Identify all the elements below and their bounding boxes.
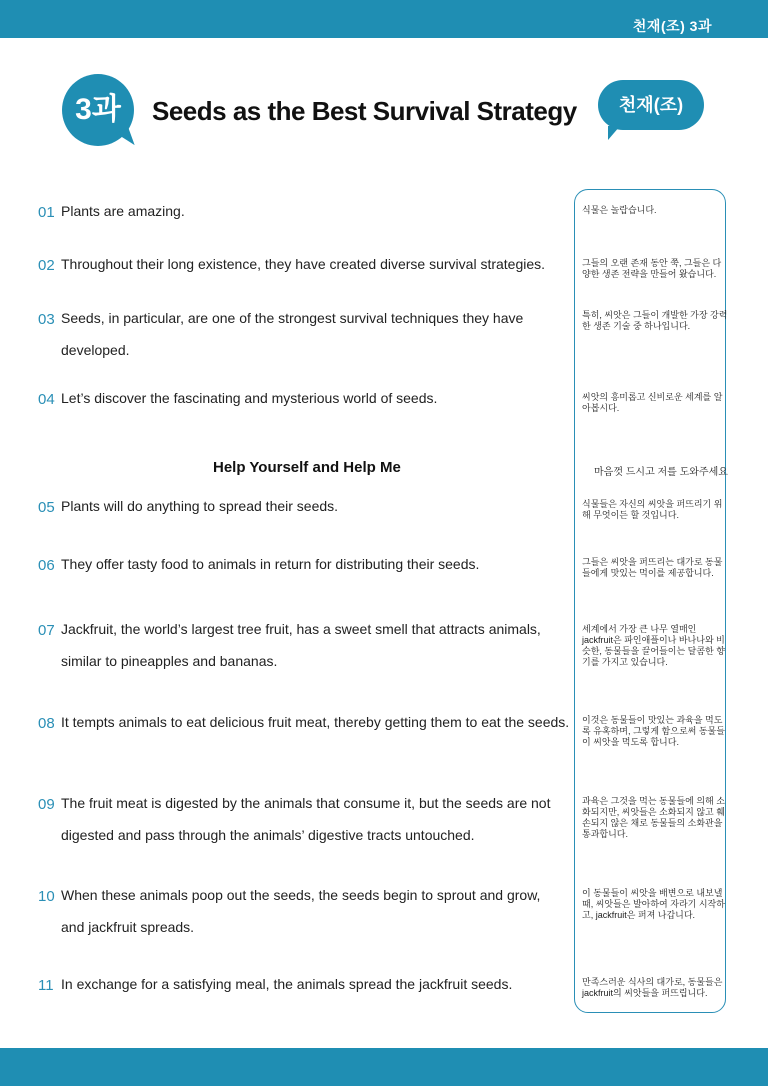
translation-04: 씨앗의 흥미롭고 신비로운 세계를 알아봅시다. <box>582 392 723 413</box>
section-heading-translation: 마음껏 드시고 저를 도와주세요 <box>594 467 728 478</box>
sentence-number: 03 <box>38 311 55 328</box>
translation-03: 특히, 씨앗은 그들이 개발한 가장 강력한 생존 기술 중 하나입니다. <box>582 310 728 331</box>
lesson-badge <box>62 74 134 146</box>
bottom-bar <box>0 1048 768 1086</box>
translation-07: 세계에서 가장 큰 나무 열매인 jackfruit은 파인애플이나 바나나와 비슷한, 동물들을 끌어들이는 달콤한 향기를 가지고 있습니다. <box>582 624 725 667</box>
sentence-number: 02 <box>38 257 55 274</box>
sentence-text: The fruit meat is digested by the animals that consume it, but the seeds are not <box>61 795 551 811</box>
translation-10: 이 동물들이 씨앗을 배변으로 내보낼 때, 씨앗들은 발아하여 자라기 시작하고, jackfruit은 퍼져 나갑니다. <box>582 888 725 920</box>
translation-05: 식물들은 자신의 씨앗을 퍼뜨리기 위해 무엇이든 할 것입니다. <box>582 499 723 520</box>
translation-02: 그들의 오랜 존재 동안 쭉, 그들은 다양한 생존 전략을 만들어 왔습니다. <box>582 258 722 279</box>
section-heading: Help Yourself and Help Me <box>213 459 401 476</box>
translation-11: 만족스러운 식사의 대가로, 동물들은 jackfruit의 씨앗들을 퍼뜨립니다. <box>582 977 723 998</box>
page-title: Seeds as the Best Survival Strategy <box>152 96 577 126</box>
translation-01: 식물은 놀랍습니다. <box>582 205 657 215</box>
header-tag: 천재(조) 3과 <box>632 18 712 34</box>
publisher-badge <box>598 80 704 130</box>
sentence-text: It tempts animals to eat delicious fruit meat, thereby getting them to eat the seeds. <box>61 714 570 730</box>
translation-09: 과육은 그것을 먹는 동물들에 의해 소화되지만, 씨앗들은 소화되지 않고 훼손되지 않은 채로 동물들의 소화관을 통과합니다. <box>582 796 725 839</box>
translation-08: 이것은 동물들이 맛있는 과육을 먹도록 유혹하며, 그렇게 함으로써 동물들이 씨앗을 먹도록 합니다. <box>582 715 725 747</box>
sentence-text: In exchange for a satisfying meal, the animals spread the jackfruit seeds. <box>61 976 513 992</box>
sentence-text: Seeds, in particular, are one of the strongest survival techniques they have <box>61 310 524 326</box>
sentence-number: 05 <box>38 499 55 516</box>
lesson-number: 3과 <box>75 93 121 126</box>
publisher-tail <box>608 126 620 140</box>
sentence-text: Let’s discover the fascinating and mysterious world of seeds. <box>61 390 438 406</box>
sentence-text: Jackfruit, the world’s largest tree fruit, has a sweet smell that attracts animals, <box>61 621 541 637</box>
translation-06: 그들은 씨앗을 퍼뜨리는 대가로 동물들에게 맛있는 먹이를 제공합니다. <box>582 557 723 578</box>
sentence-text: developed. <box>61 342 130 358</box>
sentence-number: 07 <box>38 622 55 639</box>
sentence-text: Plants are amazing. <box>61 203 185 219</box>
sentence-text: They offer tasty food to animals in return for distributing their seeds. <box>61 556 480 572</box>
sentence-number: 01 <box>38 204 55 221</box>
sentence-text: similar to pineapples and bananas. <box>61 653 278 669</box>
sentence-text: Plants will do anything to spread their seeds. <box>61 498 339 514</box>
sentence-number: 04 <box>38 391 55 408</box>
sentence-text: digested and pass through the animals’ digestive tracts untouched. <box>61 827 475 843</box>
sentence-text: When these animals poop out the seeds, the seeds begin to sprout and grow, <box>61 887 541 903</box>
sentence-number: 06 <box>38 557 55 574</box>
sentence-text: Throughout their long existence, they have created diverse survival strategies. <box>61 256 546 272</box>
sentence-number: 10 <box>38 888 55 905</box>
sentence-number: 11 <box>38 977 54 994</box>
publisher-label: 천재(조) <box>618 95 684 115</box>
sentence-number: 09 <box>38 796 55 813</box>
sentence-text: and jackfruit spreads. <box>61 919 195 935</box>
sentence-number: 08 <box>38 715 55 732</box>
